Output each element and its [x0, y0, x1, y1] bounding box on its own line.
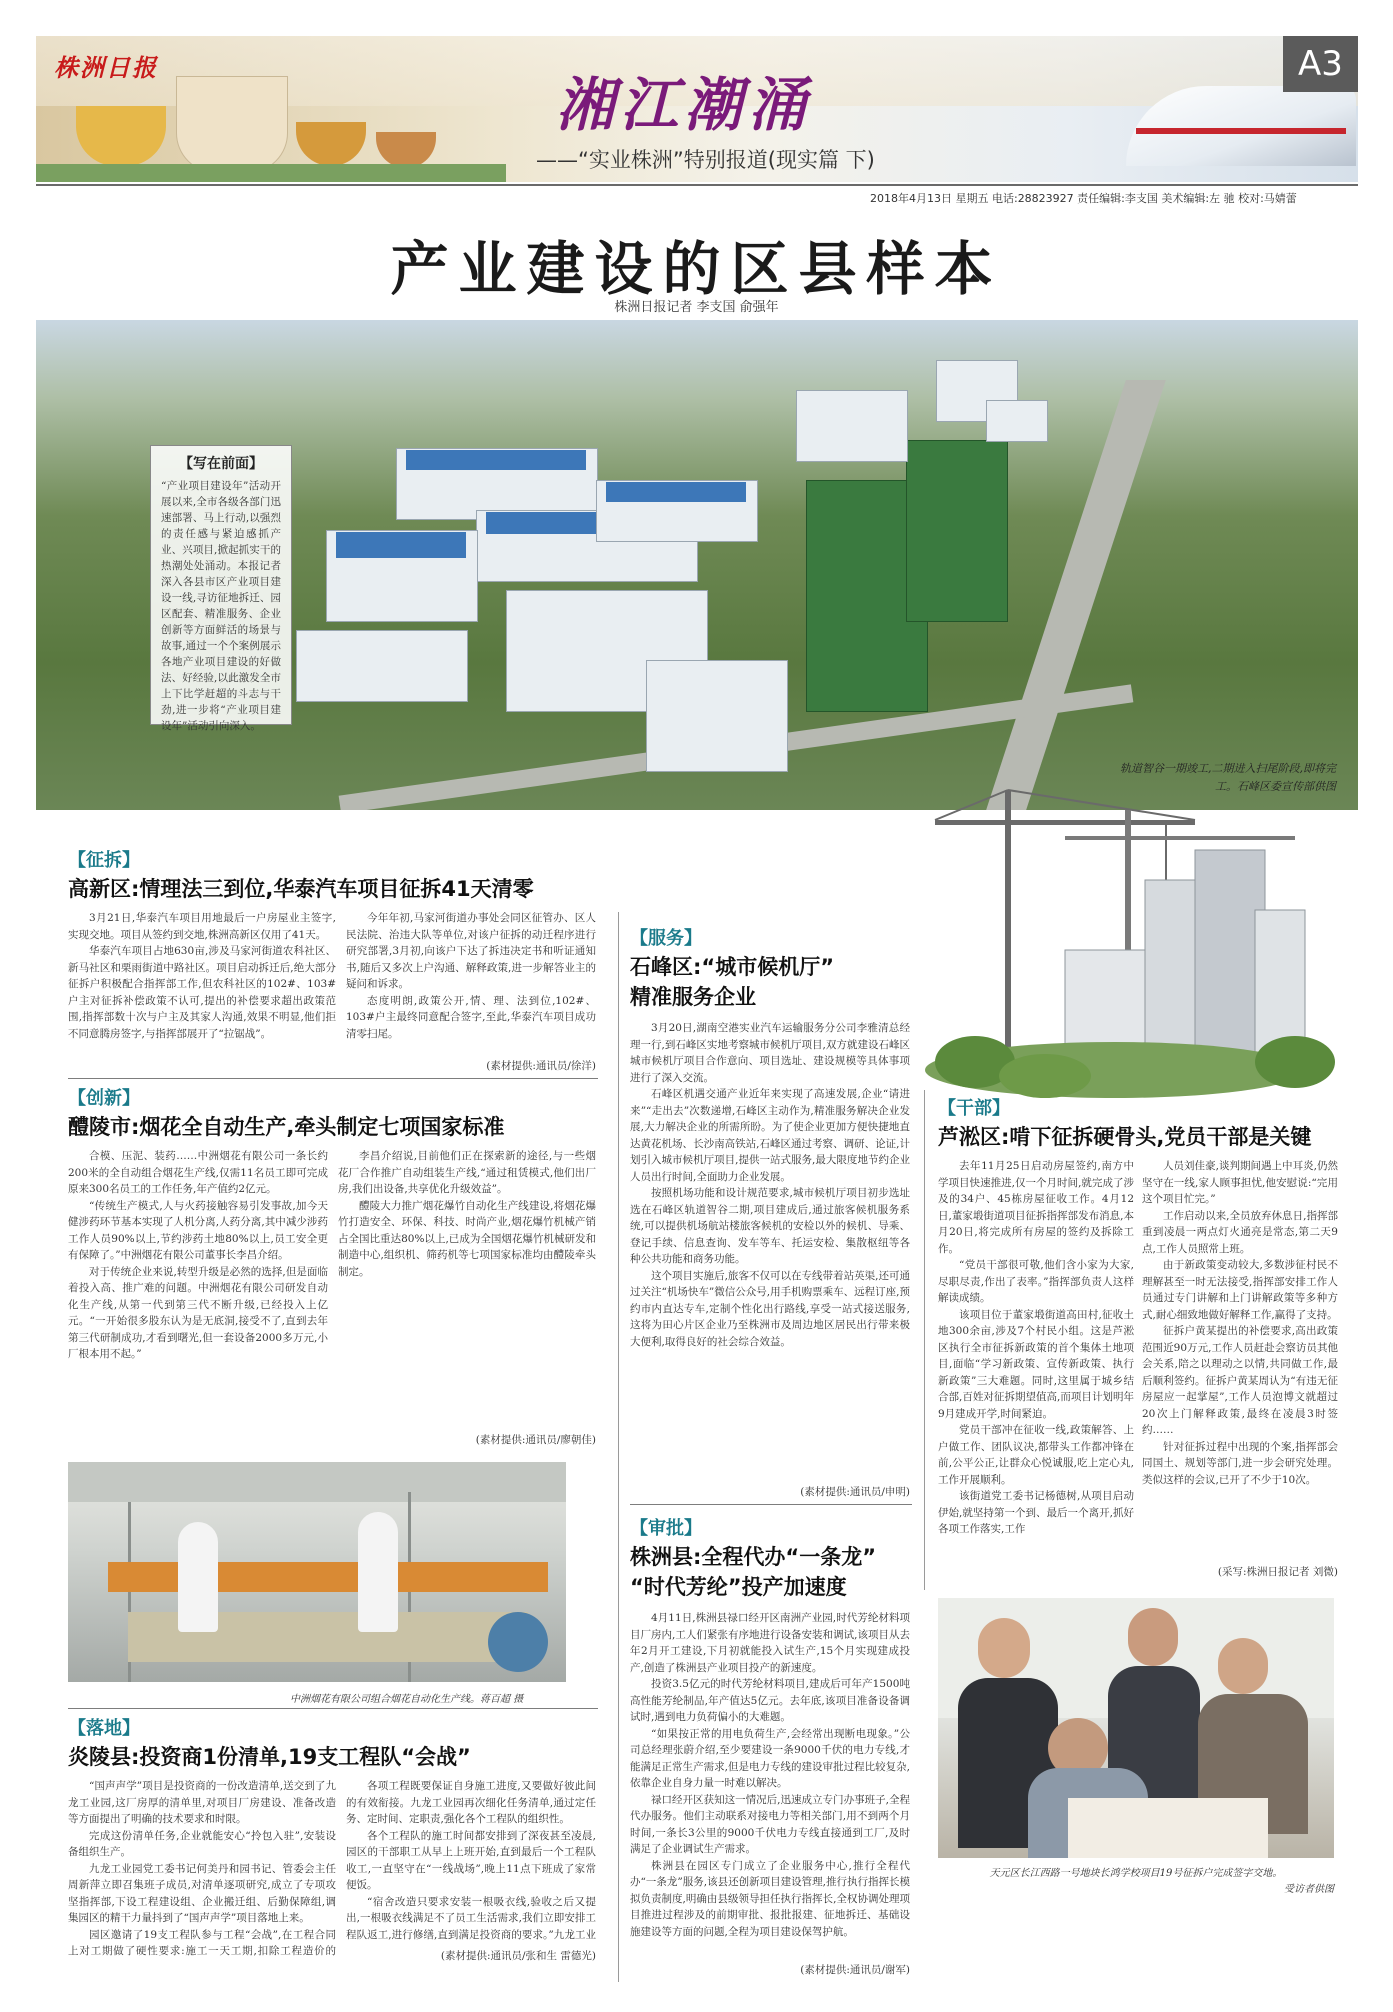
- signing-meeting-photo-credit: 受访者供图: [1284, 1884, 1334, 1895]
- section-body-luodi-col1: “国声声学”项目是投资商的一份改造清单,送交到了九龙工业园,这厂房厚的清单里,对项目厂房建设、准备改造等方面提出了明确的技术要求和时限。 完成这份清单任务,企业就能安心“拎包入驻”,安装设备组织生产。 九龙工业园党工委书记何美丹和园书记、管委会主任周新萍立即召集班子成员,对清单逐项研究,成立了专项攻坚指挥部,下设工程建设组、企业搬迁组、后勤保障组,调集园区的精干力量抖到了“国声声学”项目落地上来。 园区邀请了19支工程队参与工程“会战”,在工程合同上对工期做了硬性要求:施工一天工期,扣除工程造价的: [68, 1780, 336, 1957]
- section-headline-luodi: 炎陵县:投资商1份清单,19支工程队“会战”: [68, 1745, 471, 1769]
- section-divider: [68, 1078, 598, 1079]
- signing-meeting-photo: [938, 1598, 1334, 1858]
- section-headline-fuwu-line2: 精准服务企业: [630, 985, 756, 1009]
- section-body-zhengchai-col2: 今年年初,马家河街道办事处会同区征管办、区人民法院、治违大队等单位,对该户征拆的动迁程序进行研究部署,3月初,向该户下达了拆违决定书和听证通知书,随后又多次上户沟通、解释政策,进一步解答业主的疑问和诉求。 态度明朗,政策公开,情、理、法到位,102#、103#户主最终同意配合签字,至此,华泰汽车项目成功清零扫尾。: [346, 912, 596, 1040]
- header-rule: [36, 184, 1358, 186]
- section-headline-zhengchai: 高新区:情理法三到位,华泰汽车项目征拆41天清零: [68, 877, 534, 901]
- section-tag-chuangxin: 【创新】: [68, 1088, 140, 1109]
- section-body-chuangxin-col2: 李昌介绍说,目前他们正在探索新的途径,与一些烟花厂合作推广自动组装生产线,“通过租赁模式,他们出厂房,我们出设备,共享优化升级效益”。 醴陵大力推广烟花爆竹自动化生产线建设,将烟花爆竹打造安全、环保、科技、时尚产业,烟花爆竹机械产销占全国比重达80%以上,已成为全国烟花爆竹机械研发和制造中心,组织机、筛药机等七项国家标准均由醴陵牵头制定。: [338, 1150, 596, 1278]
- section-headline-shenpi-line2: “时代芳纶”投产加速度: [630, 1575, 847, 1599]
- section-body-ganbu-col2: 人员刘佳豪,谈判期间遇上中耳炎,仍然坚守在一线,家人顾事担忧,他安慰说:“完用这个项目忙完。” 工作启动以来,全员放弃休息日,指挥部重到凌晨一两点灯火通亮是常态,第二天9点,工作人员照常上班。 由于新政策变动较大,多数涉征村民不理解甚至一时无法接受,指挥部安排工作人员通过专门讲解和上门讲解政策等多种方式,耐心细致地做好解释工作,赢得了支持。 征拆户黄某提出的补偿要求,高出政策范围近90万元,工作人员赶赴会察访员其他会关系,陪之以理动之以情,共同做工作,最后顺利签约。征拆户黄某周认为“有违无征房屋应一起掌屋”,工作人员泡博文就超过20次上门解释政策,最终在凌晨3时签约…… 针对征拆过程中出现的个案,指挥部会同国土、规划等部门,进一步会研究处理。类似这样的会议,已开了不少于10次。: [1142, 1160, 1338, 1486]
- intro-box: [150, 445, 292, 732]
- section-body-luodi-col2: 各项工程既要保证自身施工进度,又要做好彼此间的有效衔接。九龙工业园再次细化任务清单,通过定任务、定时间、定职责,强化各个工程队的组织性。 各个工程队的施工时间都安排到了深夜甚至凌晨,园区的干部职工从早上上班开始,直到最后一个工程队收工,一直坚守在“一线战场”,晚上11点下班成了家常便饭。 “宿舍改造只要求安装一根吸衣线,验收之后又提出,一根吸衣线满足不了员工生活需求,我们立即安排工程队返工,进行修缮,直到满足投资商的要求。”九龙工业: [346, 1780, 596, 1941]
- edition-meta: 2018年4月13日 星期五 电话:28823927 责任编辑:李支国 美术编辑:左 驰 校对:马婧蕾: [870, 192, 1297, 205]
- construction-cranes-illustration: [915, 780, 1355, 1110]
- section-tag-fuwu: 【服务】: [630, 928, 702, 949]
- section-headline-chuangxin: 醴陵市:烟花全自动生产,牵头制定七项国家标准: [68, 1115, 505, 1139]
- column-subtitle: ——“实业株洲”特别报道(现实篇 下): [536, 148, 875, 172]
- factory-photo: [68, 1462, 566, 1682]
- section-headline-ganbu: 芦淞区:啃下征拆硬骨头,党员干部是关键: [938, 1125, 1312, 1149]
- banner-sculpture: [296, 122, 366, 166]
- factory-photo-caption: 中洲烟花有限公司组合烟花自动化生产线。蒋百超 摄: [290, 1694, 524, 1705]
- column-divider: [618, 912, 619, 1982]
- banner-sculpture: [76, 106, 166, 166]
- section-body-fuwu: 3月20日,湖南空港实业汽车运输服务分公司李雅清总经理一行,到石峰区实地考察城市候机厅项目,双方就建设石峰区城市候机厅项目合作意向、项目选址、建设规模等具体事项进行了深入交流。 石峰区机遇交通产业近年来实现了高速发展,企业“请进来”“走出去”次数递增,石峰区主动作为,精准服务解决企业发展,大力解决企业的所需所盼。为了使企业更加方便快捷地直达黄花机场、长沙南高铁站,石峰区通过考察、调研、论证,计划引入城市候机厅项目,提供一站式服务,最大限度地节约企业人员出行时间,全面助力企业发展。 按照机场功能和设计规范要求,城市候机厅项目初步选址选在石峰区轨道智谷二期,项目建成后,通过旅客候机服务系统,可以提供机场航站楼旅客候机的安检以外的候机、导乘、登记手续、信息查询、发车等车、托运安检、集散枢纽等各种公共功能和商务功能。 这个项目实施后,旅客不仅可以在专线带着站英渠,还可通过关注“机场快车”微信公众号,用手机购票乘车、远程订座,预约市内直达专车,定制个性化出行路线,享受一站式接送服务,这将为田心片区企业乃至株洲市及周边地区居民出行带来极大便利,取得良好的社会综合效益。: [630, 1022, 910, 1348]
- signing-meeting-caption-text: 天元区长江西路一号地块长鸿学校项目19号征拆户完成签字交地。: [989, 1868, 1283, 1879]
- masthead-banner: [36, 36, 1358, 182]
- column-divider: [924, 1090, 925, 1590]
- section-credit-shenpi: (素材提供:通讯员/谢军): [800, 1964, 910, 1976]
- section-body-chuangxin-col1: 合模、压泥、装药……中洲烟花有限公司一条长约200米的全自动组合烟花生产线,仅需11名员工即可完成原来300名员工的工作任务,年产值约2亿元。 “传统生产模式,人与火药接触容易引发事故,加今天健涉药环节基本实现了人机分离,人药分离,其中减少涉药工作人员90%以上,节约涉药土地80%以上,员工安全更有保障了。”中洲烟花有限公司董事长李昌介绍。 对于传统企业来说,转型升级是必然的选择,但是面临着投入高、推广难的问题。中洲烟花有限公司研发自动化生产线,从第一代到第三代不断升级,已经投入上亿元。“一开始很多股东认为是无底洞,接受不了,直到去年第三代研制成功,才看到曙光,但一套设备2000多万元,小厂根本用不起。”: [68, 1150, 328, 1360]
- column-title: 湘江潮涌: [556, 71, 813, 139]
- section-tag-zhengchai: 【征拆】: [68, 850, 140, 871]
- section-divider: [630, 1504, 912, 1505]
- section-tag-luodi: 【落地】: [68, 1718, 140, 1739]
- byline: 株洲日报记者 李支国 俞强年: [614, 300, 779, 315]
- signing-meeting-caption: [938, 1866, 1334, 1898]
- section-credit-luodi: (素材提供:通讯员/张和生 雷德光): [440, 1950, 596, 1962]
- section-tag-ganbu: 【干部】: [938, 1098, 1010, 1119]
- intro-title: 【写在前面】: [179, 456, 263, 472]
- newspaper-logo: 株洲日报: [54, 53, 158, 82]
- banner-sculpture: [376, 132, 436, 168]
- section-credit-zhengchai: (素材提供:通讯员/徐洋): [486, 1060, 596, 1072]
- section-body-zhengchai-col1: 3月21日,华泰汽车项目用地最后一户房屋业主签字,实现交地。项目从签约到交地,株洲高新区仅用了41天。 华泰汽车项目占地630亩,涉及马家河街道农科社区、新马社区和栗雨街道中路社区。项目启动拆迁后,绝大部分征拆户积极配合指挥部工作,但农科社区的102#、103#户主对征拆补偿政策不认可,提出的补偿要求超出政策范围,指挥部数十次与户主及其家人沟通,效果不明显,他们拒不同意腾房签字,与指挥部展开了“拉锯战”。: [68, 912, 336, 1040]
- section-tag-shenpi: 【审批】: [630, 1518, 702, 1539]
- section-body-ganbu-col1: 去年11月25日启动房屋签约,南方中学项目快速推进,仅一个月时间,就完成了涉及的34户、45栋房屋征收工作。4月12日,董家塅街道项目征拆指挥部发布消息,本月20日,将完成所有房屋的签约及拆除工作。 “党员干部很可敬,他们含小家为大家,尽职尽责,作出了表率。”指挥部负责人这样解读成绩。 该项目位于董家塅街道高田村,征收土地300余亩,涉及7个村民小组。这是芦淞区执行全市征拆新政策的首个集体土地项目,面临“学习新政策、宣传新政策、执行新政策”三大难题。同时,这里属于城乡结合部,百姓对征拆期望值高,而项目计划明年9月建成开学,时间紧迫。 党员干部冲在征收一线,政策解答、上户做工作、团队议决,都带头工作都冲锋在前,公平公正,让群众心悦诚服,吃上定心丸,工作开展顺利。 该街道党工委书记杨德树,从项目启动伊始,就坚持第一个到、最后一个离开,抓好各项工作落实,工作: [938, 1160, 1134, 1535]
- page-number-badge: A3: [1283, 36, 1358, 92]
- section-credit-ganbu: (采写:株洲日报记者 刘微): [1217, 1566, 1338, 1578]
- section-credit-fuwu: (素材提供:通讯员/申明): [800, 1486, 910, 1498]
- intro-text: “产业项目建设年”活动开展以来,全市各级各部门迅速部署、马上行动,以强烈的责任感与紧迫感抓产业、兴项目,掀起抓实干的热潮处处涌动。本报记者深入各县市区产业项目建设一线,寻访征地拆迁、园区配套、精准服务、企业创新等方面鲜活的场景与故事,通过一个个案例展示各地产业项目建设的好做法、好经验,以此激发全市上下比学赶超的斗志与干劲,进一步将“产业项目建设年”活动引向深入。: [161, 480, 281, 732]
- section-headline-shenpi-line1: 株洲县:全程代办“一条龙”: [630, 1545, 877, 1569]
- aerial-photo-caption: 轨道智谷一期竣工,二期进入扫尾阶段,即将完工。石峰区委宣传部供图: [1120, 762, 1336, 793]
- banner-sculpture: [176, 76, 288, 173]
- section-divider: [68, 1708, 598, 1709]
- section-body-shenpi: 4月11日,株洲县禄口经开区南洲产业园,时代芳纶材料项目厂房内,工人们紧张有序地进行设备安装和调试,该项目从去年2月开工建设,下月初就能投入试生产,15个月实现建成投产,创造了株洲县产业项目投产的新速度。 投资3.5亿元的时代芳纶材料项目,建成后可年产1500吨高性能芳纶制品,年产值达5亿元。去年底,该项目准备设备调试时,遇到电力负荷偏小的大难题。 “如果按正常的用电负荷生产,会经常出现断电现象。”公司总经理张蔚介绍,至少要建设一条9000千伏的电力专线,才能满足正常生产需求,但是电力专线的建设审批过程比较复杂,依靠企业自身力量一时难以解决。 禄口经开区获知这一情况后,迅速成立专门办事班子,全程代办服务。他们主动联系对接电力等相关部门,用不到两个月时间,一条长3公里的9000千伏电力专线直接通到工厂,及时满足了企业调试生产需求。 株洲县在园区专门成立了企业服务中心,推行全程代办“一条龙”服务,该县还创新项目建设管理,推行执行指挥长模拟负责制度,明确由县级领导担任执行指挥长,全权协调处理项目推进过程涉及的前期审批、报批报建、征地拆迁、基础设施建设等方面的问题,全程为项目建设保驾护航。: [630, 1612, 910, 1938]
- page-headline: 产业建设的区县样本: [390, 235, 1003, 303]
- section-headline-fuwu-line1: 石峰区:“城市候机厅”: [630, 955, 835, 979]
- section-credit-chuangxin: (素材提供:通讯员/廖朝佳): [475, 1434, 596, 1446]
